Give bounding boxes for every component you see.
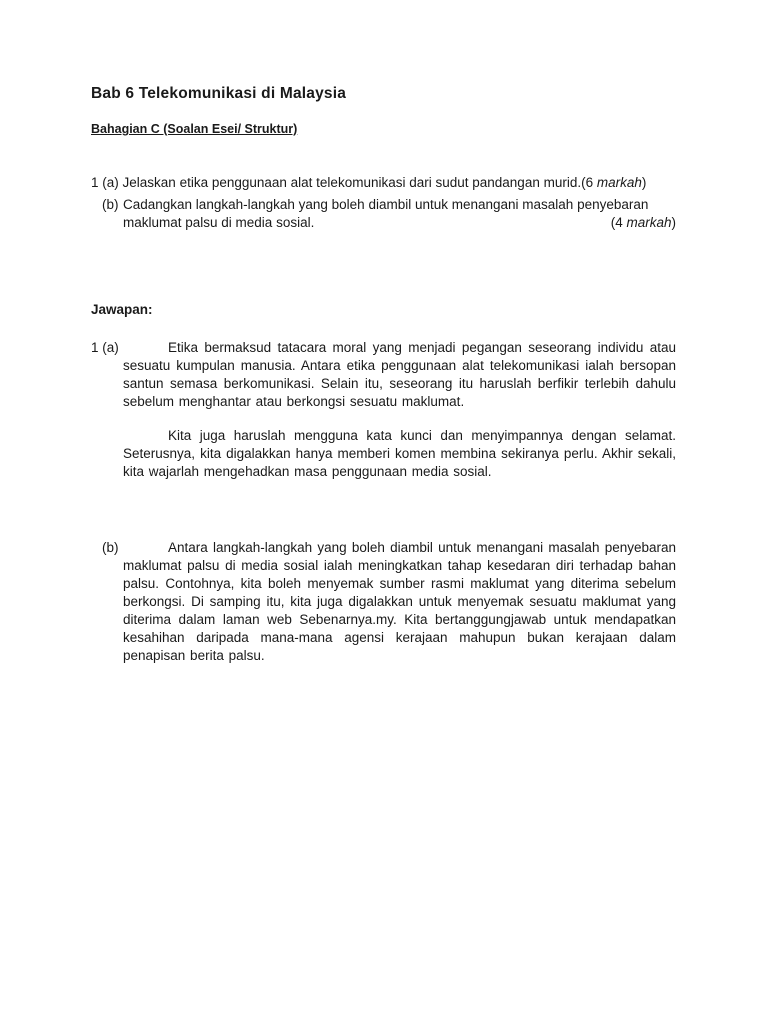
question-1b	[91, 196, 676, 232]
answer-1a	[91, 339, 676, 481]
question-1b-marks: (4 markah)	[610, 215, 676, 230]
question-1b-text-line2-row	[123, 214, 676, 232]
document-title: Bab 6 Telekomunikasi di Malaysia	[91, 85, 347, 102]
question-1a-marks: (6 markah)	[581, 174, 647, 190]
answer-1a-label: 1 (a)	[91, 340, 119, 355]
question-1b-text-line1: Cadangkan langkah-langkah yang boleh diambil untuk menangani masalah penyebaran	[123, 197, 649, 212]
answer-1a-body	[123, 339, 676, 481]
answer-1b-label: (b)	[102, 540, 119, 555]
question-1b-label: (b)	[102, 197, 119, 212]
answer-1a-paragraph-2: Kita juga haruslah mengguna kata kunci dan menyimpannya dengan selamat. Seterusnya, kita digalakkan hanya memberi komen membina sekiranya perlu. Akhir sekali, kita wajarlah mengehadkan masa penggunaan media sosial.	[123, 428, 676, 479]
question-1b-marks-word: markah	[626, 215, 672, 230]
answer-1b-body	[123, 539, 676, 665]
question-1a-text: Jelaskan etika penggunaan alat telekomunikasi dari sudut pandangan murid.	[122, 174, 582, 190]
answer-1b	[91, 539, 676, 665]
question-1b-text-line2: maklumat palsu di media sosial.	[123, 215, 315, 230]
question-1a-label: 1 (a)	[91, 174, 119, 190]
answer-1b-paragraph-1: Antara langkah-langkah yang boleh diambil untuk menangani masalah penyebaran maklumat palsu di media sosial ialah meningkatkan tahap kesedaran diri terhadap bahan palsu. Contohnya, kita boleh menyemak sumber rasmi maklumat yang diterima sebelum berkongsi. Di samping itu, kita juga digalakkan untuk menyemak sesuatu maklumat yang diterima dalam laman web Sebenarnya.my. Kita bertanggungjawab untuk mendapatkan kesahihan daripada mana-mana agensi kerajaan mahupun bukan kerajaan dalam penapisan berita palsu.	[123, 540, 676, 663]
question-1b-body	[123, 196, 676, 232]
section-heading: Bahagian C (Soalan Esei/ Struktur)	[91, 122, 298, 136]
answer-1a-paragraph-1: Etika bermaksud tatacara moral yang menjadi pegangan seseorang individu atau sesuatu kumpulan manusia. Antara etika penggunaan alat telekomunikasi ialah bersopan santun semasa berkomunikasi. Selain itu, seseorang itu haruslah berfikir terlebih dahulu sebelum menghantar atau berkongsi sesuatu maklumat.	[123, 340, 676, 409]
answers-heading: Jawapan:	[91, 302, 153, 317]
question-1a-marks-word: markah	[596, 174, 642, 190]
question-1a	[91, 174, 691, 192]
